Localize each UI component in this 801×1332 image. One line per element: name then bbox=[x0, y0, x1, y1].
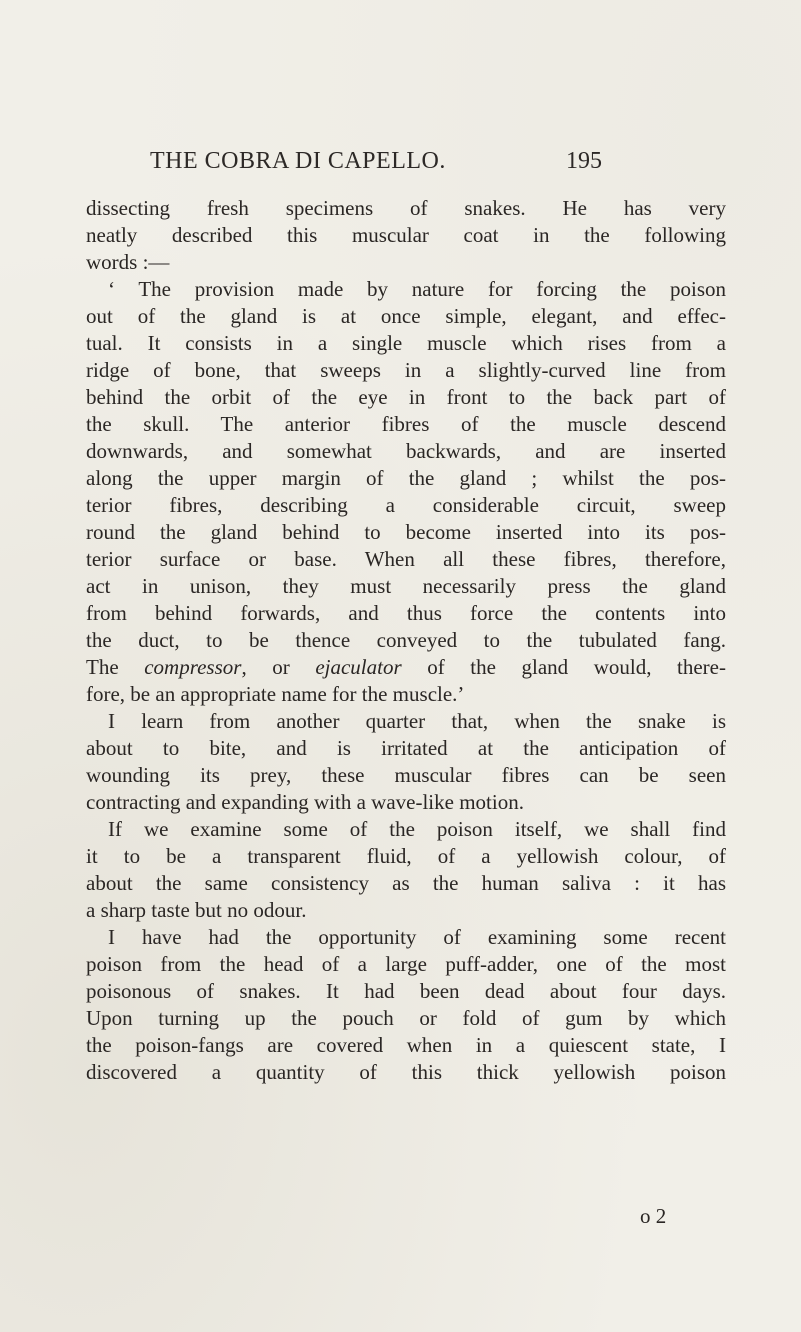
text-line: poison from the head of a large puff-adder, one of the most bbox=[86, 952, 726, 976]
body-text bbox=[86, 195, 726, 1086]
text-line: out of the gland is at once simple, elegant, and effec- bbox=[86, 304, 726, 328]
text-run: of the gland would, there- bbox=[401, 655, 726, 679]
page-number: 195 bbox=[566, 148, 602, 174]
text-run: , or bbox=[241, 655, 316, 679]
text-line: act in unison, they must necessarily press the gland bbox=[86, 574, 726, 598]
text-line-mixed bbox=[86, 654, 726, 681]
text-line: terior fibres, describing a considerable circuit, sweep bbox=[86, 493, 726, 517]
text-line: tual. It consists in a single muscle which rises from a bbox=[86, 331, 726, 355]
signature-mark: o 2 bbox=[640, 1204, 667, 1228]
text-line: If we examine some of the poison itself, we shall find bbox=[108, 817, 726, 841]
running-title: THE COBRA DI CAPELLO. bbox=[150, 148, 446, 174]
text-line: fore, be an appropriate name for the muscle.’ bbox=[86, 682, 465, 706]
text-line: about to bite, and is irritated at the anticipation of bbox=[86, 736, 726, 760]
text-line: contracting and expanding with a wave-like motion. bbox=[86, 790, 524, 814]
text-line: ridge of bone, that sweeps in a slightly-curved line from bbox=[86, 358, 726, 382]
text-line: wounding its prey, these muscular fibres can be seen bbox=[86, 763, 726, 787]
text-line: behind the orbit of the eye in front to the back part of bbox=[86, 385, 726, 409]
text-line: along the upper margin of the gland ; whilst the pos- bbox=[86, 466, 726, 490]
text-line: the poison-fangs are covered when in a quiescent state, I bbox=[86, 1033, 726, 1057]
italic-term-compressor: compressor bbox=[144, 655, 242, 679]
text-line: Upon turning up the pouch or fold of gum by which bbox=[86, 1006, 726, 1030]
text-line: terior surface or base. When all these fibres, therefore, bbox=[86, 547, 726, 571]
text-line: dissecting fresh specimens of snakes. He has very bbox=[86, 196, 726, 220]
text-line: the duct, to be thence conveyed to the tubulated fang. bbox=[86, 628, 726, 652]
text-line: poisonous of snakes. It had been dead about four days. bbox=[86, 979, 726, 1003]
text-run: The bbox=[86, 655, 145, 679]
text-line: round the gland behind to become inserted into its pos- bbox=[86, 520, 726, 544]
text-line: a sharp taste but no odour. bbox=[86, 898, 307, 922]
text-line: downwards, and somewhat backwards, and are inserted bbox=[86, 439, 726, 463]
text-line: neatly described this muscular coat in the following bbox=[86, 223, 726, 247]
text-line: I learn from another quarter that, when the snake is bbox=[108, 709, 726, 733]
text-line: discovered a quantity of this thick yellowish poison bbox=[86, 1060, 726, 1084]
text-line: words :— bbox=[86, 250, 170, 274]
text-line: it to be a transparent fluid, of a yellowish colour, of bbox=[86, 844, 726, 868]
text-line: from behind forwards, and thus force the contents into bbox=[86, 601, 726, 625]
page-header bbox=[150, 148, 602, 178]
text-line: I have had the opportunity of examining some recent bbox=[108, 925, 726, 949]
text-line: about the same consistency as the human saliva : it has bbox=[86, 871, 726, 895]
text-line: ‘ The provision made by nature for forcing the poison bbox=[108, 277, 726, 301]
text-line: the skull. The anterior fibres of the muscle descend bbox=[86, 412, 726, 436]
italic-term-ejaculator: ejaculator bbox=[315, 655, 402, 679]
